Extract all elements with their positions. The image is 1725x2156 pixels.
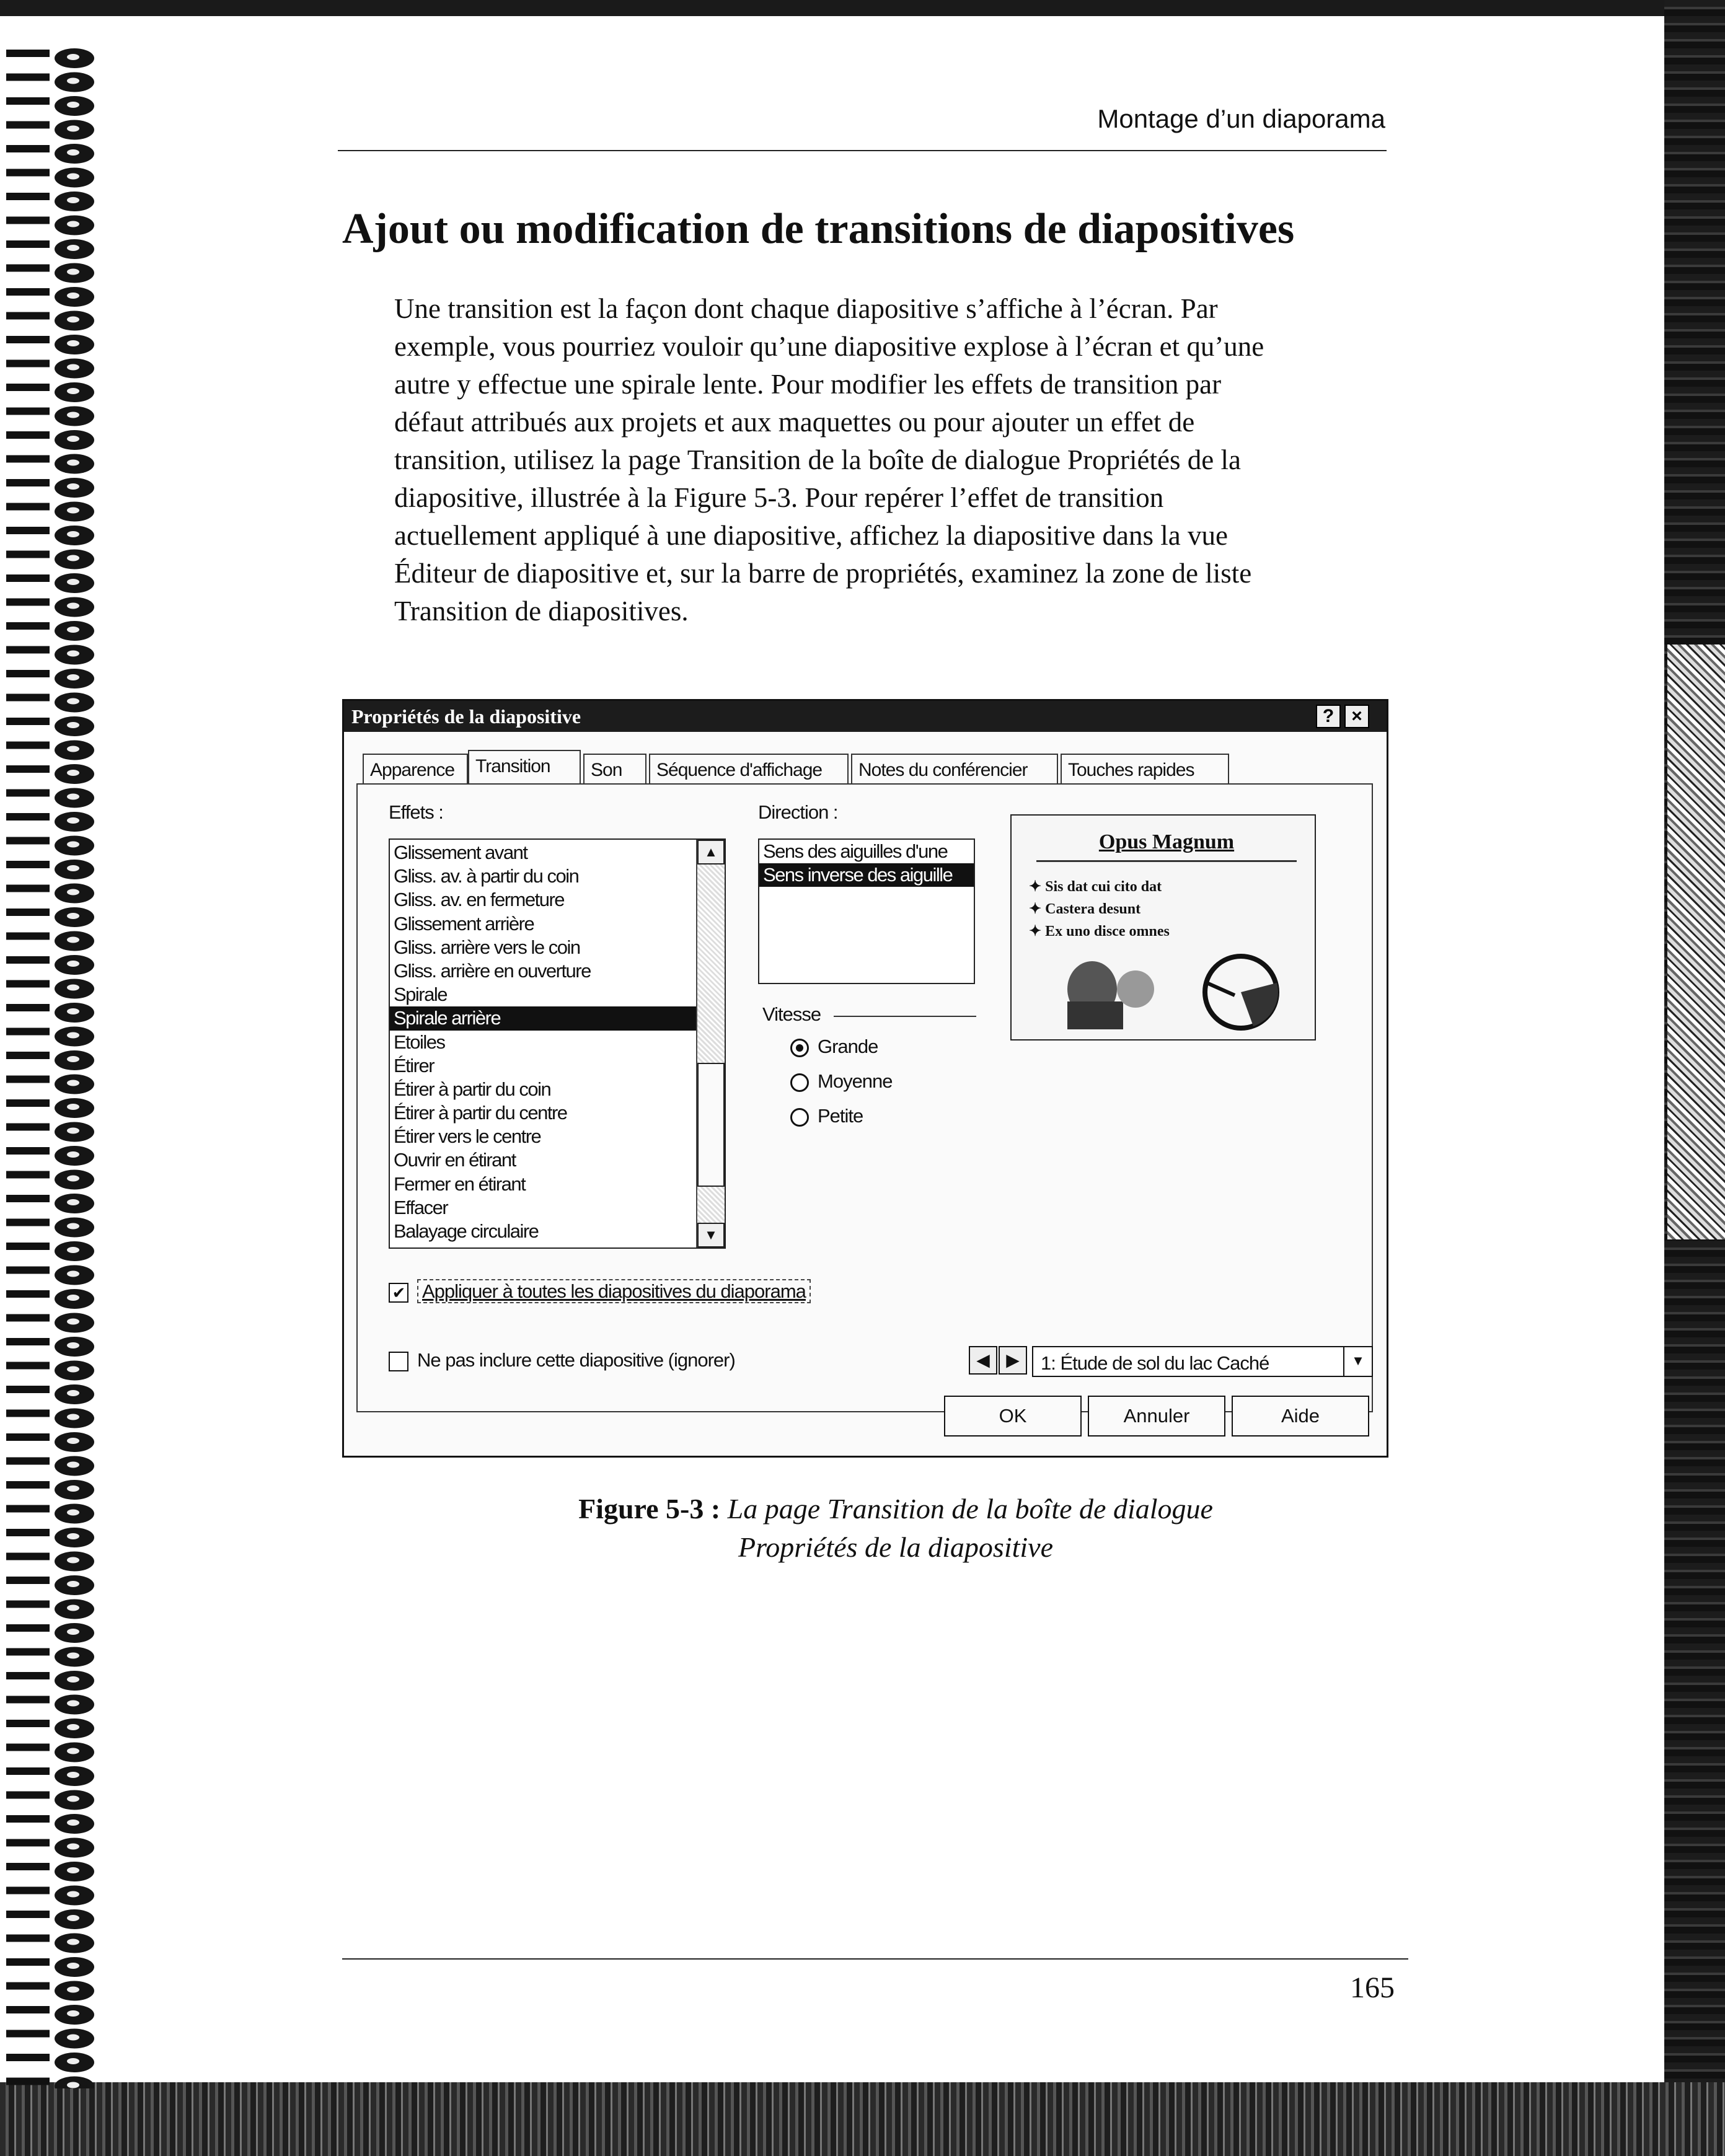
binding-ring	[6, 1886, 94, 1906]
running-header: Montage d’un diaporama	[1097, 104, 1385, 133]
binding-ring	[6, 907, 94, 927]
previous-slide-button[interactable]: ◀	[969, 1346, 997, 1375]
binding-ring	[6, 550, 94, 570]
binding-ring	[6, 1957, 94, 1977]
binding-ring	[6, 693, 94, 713]
scroll-down-icon[interactable]: ▼	[697, 1223, 725, 1247]
direction-label: Direction :	[758, 801, 838, 823]
binding-ring	[6, 430, 94, 450]
binding-ring	[6, 1265, 94, 1285]
binding-ring	[6, 1743, 94, 1762]
page-number: 165	[1350, 1971, 1395, 2004]
effect-option[interactable]: Glissement avant	[394, 842, 527, 863]
exclude-slide-label: Ne pas inclure cette diapositive (ignorer)	[417, 1349, 735, 1371]
body-line: défaut attribués aux projets et aux maquettes ou pour ajouter un effet de	[394, 407, 1195, 438]
effect-option[interactable]: Glissement arrière	[394, 912, 534, 935]
binding-ring	[6, 1671, 94, 1691]
binding-ring	[6, 1432, 94, 1452]
binding-ring	[6, 526, 94, 545]
binding-ring	[6, 1456, 94, 1476]
effects-label: Effets :	[389, 801, 443, 823]
binding-ring	[6, 168, 94, 188]
speed-label-moyenne: Moyenne	[818, 1070, 893, 1092]
binding-ring	[6, 1122, 94, 1142]
preview-bullet: ✦ Sis dat cui cito dat	[1029, 879, 1162, 895]
effect-option[interactable]: Gliss. av. à partir du coin	[394, 865, 579, 887]
radio-icon[interactable]	[790, 1108, 809, 1127]
binding-ring	[6, 860, 94, 879]
tab-strip	[356, 754, 1379, 785]
header-rule	[338, 150, 1387, 151]
binding-ring	[6, 359, 94, 379]
binding-ring	[6, 1075, 94, 1094]
direction-listbox[interactable]	[758, 838, 975, 984]
binding-ring	[6, 1790, 94, 1810]
binding-ring	[6, 1718, 94, 1738]
effects-listbox[interactable]	[389, 838, 726, 1249]
effect-option[interactable]: Effacer	[394, 1196, 448, 1218]
speed-label-petite: Petite	[818, 1105, 863, 1127]
scroll-thumb[interactable]	[697, 1063, 725, 1187]
radio-icon[interactable]	[790, 1073, 809, 1092]
slide-selector-value: 1: Étude de sol du lac Caché	[1041, 1352, 1269, 1374]
tab-touches-rapides[interactable]: Touches rapides	[1061, 754, 1229, 783]
tab-apparence[interactable]: Apparence	[363, 754, 468, 783]
binding-ring	[6, 1981, 94, 2001]
binding-ring	[6, 741, 94, 760]
slide-properties-dialog	[342, 699, 1388, 1458]
binding-ring	[6, 1934, 94, 1953]
binding-ring	[6, 1098, 94, 1118]
binding-ring	[6, 263, 94, 283]
page-title: Ajout ou modification de transitions de diapositives	[342, 205, 1295, 253]
binding-ring	[6, 335, 94, 354]
apply-all-checkbox[interactable]	[389, 1280, 811, 1303]
binding-ring	[6, 764, 94, 784]
binding-ring	[6, 478, 94, 498]
body-line: Transition de diapositives.	[394, 596, 689, 627]
effect-option[interactable]: Étirer à partir du coin	[394, 1078, 551, 1100]
checkbox-checked-icon[interactable]: ✔	[389, 1283, 408, 1303]
binding-ring	[6, 884, 94, 904]
binding-ring	[6, 1241, 94, 1261]
binding-ring	[6, 1027, 94, 1047]
caption-line-1: La page Transition de la boîte de dialogue	[727, 1493, 1213, 1525]
binding-ring	[6, 120, 94, 140]
binding-ring	[6, 2053, 94, 2072]
effect-option[interactable]: Fermer en étirant	[394, 1173, 526, 1195]
tab-son[interactable]: Son	[583, 754, 646, 783]
speed-label: Vitesse	[762, 1003, 821, 1025]
binding-ring	[6, 1575, 94, 1595]
speed-option-moyenne[interactable]	[790, 1070, 893, 1093]
help-icon[interactable]: ?	[1316, 705, 1341, 728]
figure-caption	[434, 1490, 1357, 1567]
effect-option[interactable]: Ouvrir en étirant	[394, 1149, 516, 1171]
dialog-title: Propriétés de la diapositive	[351, 705, 581, 728]
binding-ring	[6, 1289, 94, 1309]
binding-ring	[6, 1003, 94, 1023]
binding-ring	[6, 1409, 94, 1428]
scan-noise-right	[1667, 645, 1725, 1239]
dialog-titlebar	[344, 701, 1387, 732]
close-icon[interactable]: ×	[1344, 705, 1369, 728]
binding-ring	[6, 1050, 94, 1070]
binding-ring	[6, 1838, 94, 1858]
binding-ring	[6, 48, 94, 68]
body-paragraph	[394, 290, 1386, 630]
binding-ring	[6, 1361, 94, 1381]
effect-option[interactable]: Étirer à partir du centre	[394, 1102, 567, 1124]
effect-option[interactable]: Balayage circulaire	[394, 1220, 539, 1242]
binding-ring	[6, 1909, 94, 1929]
binding-ring	[6, 454, 94, 474]
effect-option[interactable]: Gliss. arrière vers le coin	[394, 936, 580, 958]
binding-ring	[6, 955, 94, 975]
binding-ring	[6, 1218, 94, 1238]
binding-ring	[6, 931, 94, 951]
radio-selected-icon[interactable]	[790, 1039, 809, 1057]
help-button[interactable]: Aide	[1232, 1396, 1369, 1437]
body-line: exemple, vous pourriez vouloir qu’une diapositive explose à l’écran et qu’une	[394, 331, 1264, 362]
binding-ring	[6, 1814, 94, 1834]
preview-underline	[1036, 860, 1297, 862]
figure-number: Figure 5-3 :	[578, 1493, 721, 1525]
binding-ring	[6, 1194, 94, 1213]
effects-scrollbar[interactable]	[696, 840, 725, 1247]
binding-ring	[6, 669, 94, 689]
binding-ring	[6, 239, 94, 259]
binding-ring	[6, 191, 94, 211]
direction-option-selected[interactable]: Sens inverse des aiguille	[759, 863, 974, 887]
binding-ring	[6, 1862, 94, 1881]
binding-ring	[6, 96, 94, 116]
binding-ring	[6, 382, 94, 402]
effect-option[interactable]: Gliss. arrière en ouverture	[394, 959, 591, 982]
scroll-up-icon[interactable]: ▲	[697, 840, 725, 865]
body-line: autre y effectue une spirale lente. Pour modifier les effets de transition par	[394, 369, 1222, 400]
binding-ring	[6, 597, 94, 617]
scan-edge-top	[0, 0, 1725, 16]
binding-ring	[6, 716, 94, 736]
binding-ring	[6, 1766, 94, 1786]
binding-ring	[6, 573, 94, 593]
binding-ring	[6, 1337, 94, 1357]
binding-ring	[6, 1170, 94, 1190]
binding-ring	[6, 788, 94, 808]
chevron-down-icon[interactable]: ▼	[1343, 1347, 1372, 1376]
binding-ring	[6, 812, 94, 832]
body-line: Éditeur de diapositive et, sur la barre de propriétés, examinez la zone de liste	[394, 558, 1252, 589]
binding-ring	[6, 1528, 94, 1547]
transition-preview	[1010, 814, 1316, 1041]
tab-sequence-affichage[interactable]: Séquence d'affichage	[649, 754, 849, 783]
effect-option[interactable]: Etoiles	[394, 1031, 445, 1053]
binding-ring	[6, 73, 94, 92]
binding-ring	[6, 645, 94, 665]
apply-all-label: Appliquer à toutes les diapositives du diaporama	[417, 1279, 811, 1303]
binding-ring	[6, 2029, 94, 2049]
speed-label-grande: Grande	[818, 1036, 878, 1057]
binding-ring	[6, 2005, 94, 2025]
tab-transition[interactable]: Transition	[468, 750, 581, 783]
binding-ring	[6, 836, 94, 856]
binding-ring	[6, 407, 94, 426]
tab-notes-conferencier[interactable]: Notes du conférencier	[851, 754, 1058, 783]
speed-group-border	[834, 1016, 976, 1017]
binding-ring	[6, 1313, 94, 1333]
cancel-button[interactable]: Annuler	[1088, 1396, 1225, 1437]
binding-ring	[6, 1384, 94, 1404]
binding-ring	[6, 216, 94, 235]
binding-ring	[6, 1647, 94, 1667]
body-line: Une transition est la façon dont chaque diapositive s’affiche à l’écran. Par	[394, 293, 1218, 324]
spiral-binding	[0, 25, 105, 2088]
binding-ring	[6, 1695, 94, 1715]
preview-title: Opus Magnum	[1098, 830, 1235, 853]
speed-option-grande[interactable]	[790, 1036, 878, 1058]
binding-ring	[6, 979, 94, 999]
binding-ring	[6, 144, 94, 164]
preview-clipart-icon	[1049, 946, 1297, 1032]
body-line: transition, utilisez la page Transition de la boîte de dialogue Propriétés de la	[394, 444, 1241, 475]
binding-ring	[6, 502, 94, 522]
binding-ring	[6, 1552, 94, 1572]
binding-ring	[6, 1599, 94, 1619]
speed-option-petite[interactable]	[790, 1105, 863, 1127]
checkbox-icon[interactable]	[389, 1352, 408, 1371]
ok-button[interactable]: OK	[944, 1396, 1082, 1437]
binding-ring	[6, 311, 94, 331]
binding-ring	[6, 1504, 94, 1524]
footer-rule	[342, 1958, 1408, 1960]
binding-ring	[6, 2077, 94, 2089]
slide-selector[interactable]	[1032, 1346, 1373, 1377]
exclude-slide-checkbox[interactable]	[389, 1349, 735, 1371]
effect-option[interactable]: Étirer vers le centre	[394, 1125, 541, 1148]
body-line: actuellement appliqué à une diapositive, affichez la diapositive dans la vue	[394, 520, 1228, 551]
binding-ring	[6, 1480, 94, 1500]
caption-line-2: Propriétés de la diapositive	[738, 1531, 1054, 1563]
binding-ring	[6, 287, 94, 307]
preview-bullet: ✦ Ex uno disce omnes	[1029, 923, 1170, 939]
next-slide-button[interactable]: ▶	[999, 1346, 1027, 1375]
scan-edge-bottom	[0, 2082, 1725, 2156]
effect-option-selected[interactable]: Spirale arrière	[390, 1006, 697, 1030]
binding-ring	[6, 1146, 94, 1166]
binding-ring	[6, 1623, 94, 1643]
body-line: diapositive, illustrée à la Figure 5-3. Pour repérer l’effet de transition	[394, 482, 1164, 513]
preview-bullet: ✦ Castera desunt	[1029, 901, 1141, 917]
effect-option[interactable]: Gliss. av. en fermeture	[394, 889, 565, 911]
effect-option[interactable]: Étirer	[394, 1054, 435, 1076]
effect-option[interactable]: Spirale	[394, 983, 447, 1006]
direction-option[interactable]: Sens des aiguilles d'une	[763, 840, 948, 862]
binding-ring	[6, 621, 94, 641]
